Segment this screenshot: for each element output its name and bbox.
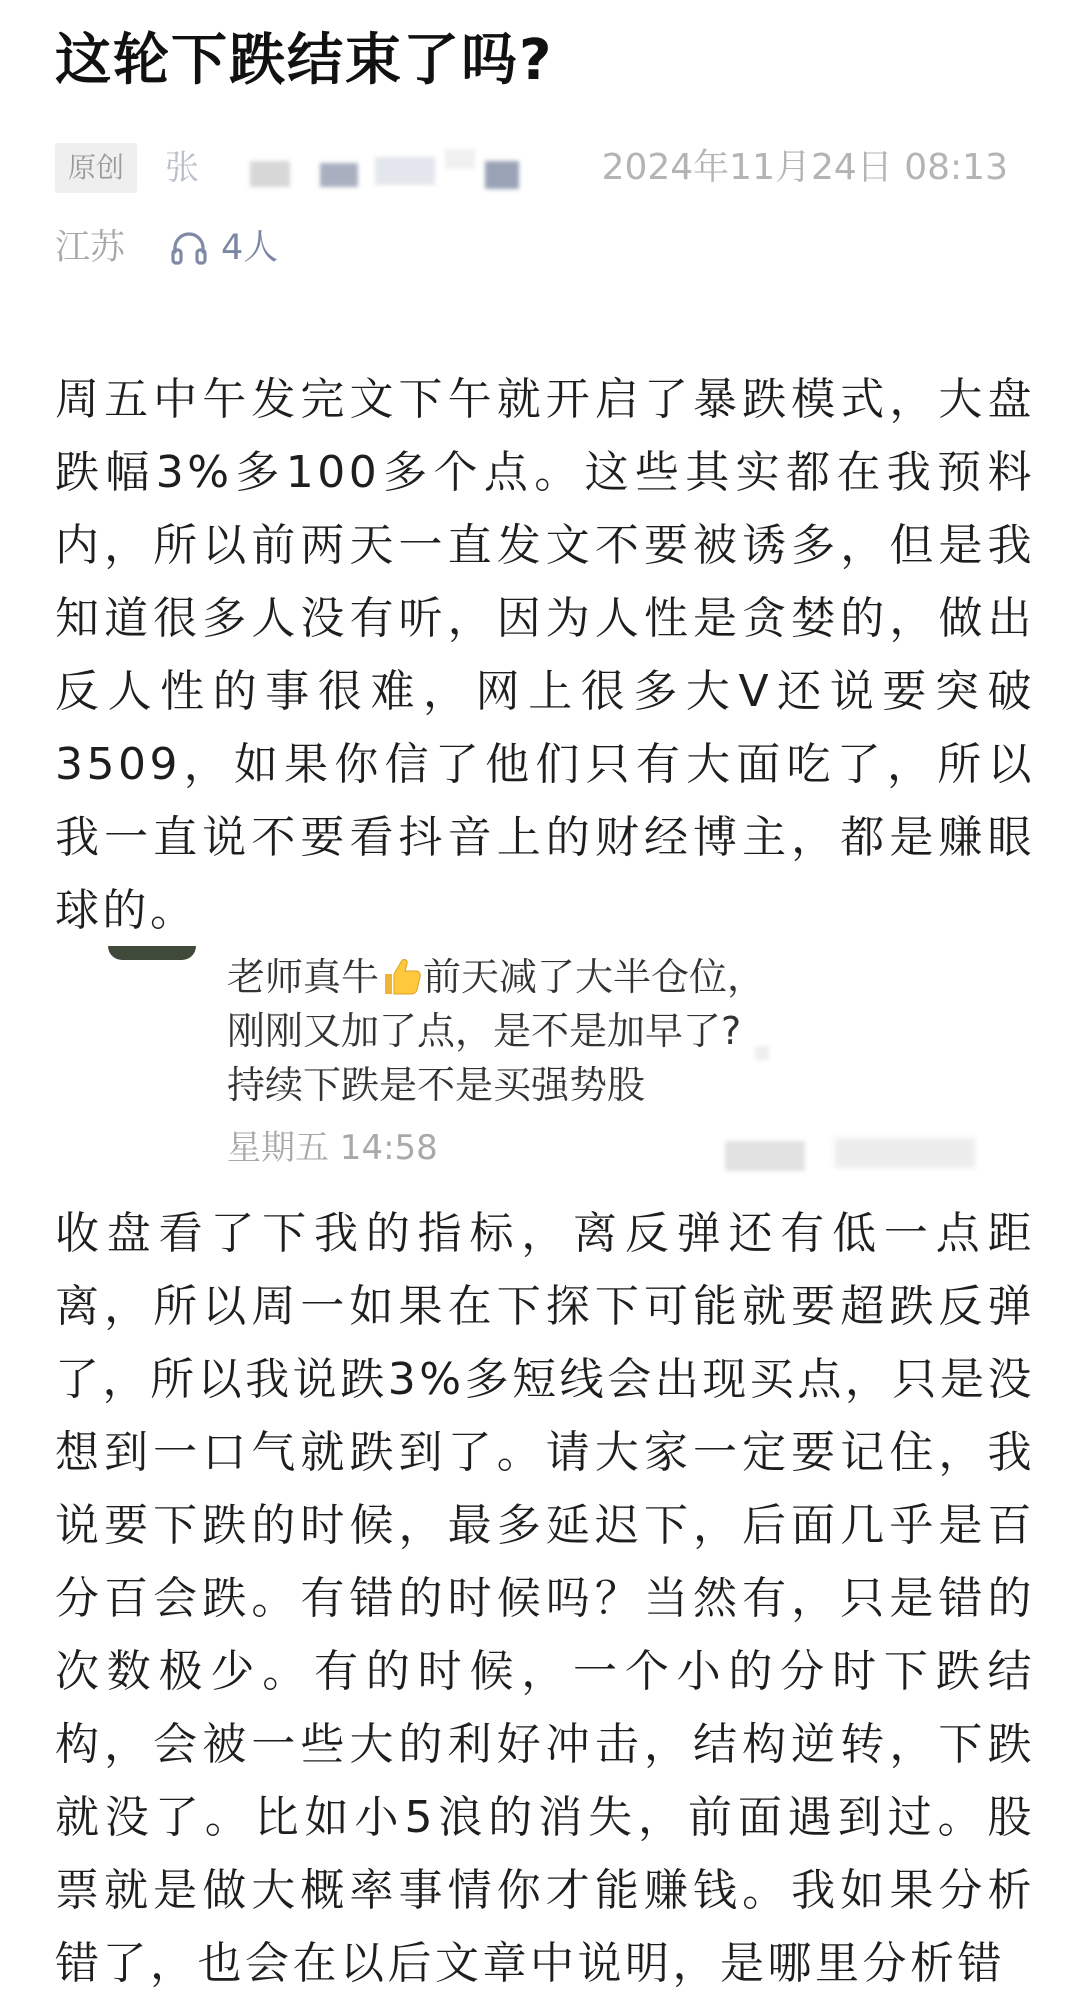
chat-message-line: 刚刚又加了点，是不是加早了?	[227, 1009, 742, 1053]
blur-mask	[835, 1138, 975, 1168]
original-tag: 原创	[55, 143, 137, 193]
blur-mask	[755, 1046, 769, 1060]
article-meta-row	[55, 143, 1030, 193]
chat-message	[227, 950, 847, 1112]
article-title: 这轮下跌结束了吗?	[55, 28, 554, 93]
blur-mask	[375, 157, 435, 185]
blur-mask	[445, 149, 475, 169]
chat-message-line	[227, 950, 847, 1004]
listen-count: 4人	[221, 228, 279, 268]
article-paragraph: 周五中午发完文下午就开启了暴跌模式，大盘跌幅3%多100多个点。这些其实都在我预料内，所以前两天一直发文不要被诱多，但是我知道很多人没有听，因为人性是贪婪的，做出反人性的事很难，网上很多大V还说要突破3509，如果你信了他们只有大面吃了，所以我一直说不要看抖音上的财经博主，都是赚眼球的。	[55, 374, 1035, 936]
article-paragraph: 收盘看了下我的指标，离反弹还有低一点距离，所以周一如果在下探下可能就要超跌反弹了，所以我说跌3%多短线会出现买点，只是没想到一口气就跌到了。请大家一定要记住，我说要下跌的时候，最多延迟下，后面几乎是百分百会跌。有错的时候吗？当然有，只是错的次数极少。有的时候，一个小的分时下跌结构，会被一些大的利好冲击，结构逆转，下跌就没了。比如小5浪的消失，前面遇到过。股票就是做大概率事情你才能赚钱。我如果分析错了，也会在以后文章中说明，是哪里分析错	[55, 1208, 1035, 1989]
chat-text: 老师真牛	[227, 955, 380, 999]
blur-mask	[320, 163, 358, 187]
blur-mask	[250, 161, 290, 187]
blur-mask	[485, 161, 519, 189]
embedded-chat-screenshot[interactable]	[55, 946, 995, 1181]
publish-date: 2024年11月24日 08:13	[601, 147, 1008, 188]
location: 江苏	[55, 228, 126, 268]
headphone-icon	[169, 228, 209, 268]
thumbs-up-icon	[379, 954, 423, 998]
avatar	[108, 946, 196, 960]
author-initial: 张	[165, 148, 199, 188]
chat-message-line: 持续下跌是不是买强势股	[227, 1063, 646, 1107]
listen-button[interactable]	[169, 222, 278, 274]
chat-text: 前天减了大半仓位，	[423, 955, 766, 999]
blur-mask	[725, 1141, 805, 1171]
chat-message-time: 星期五 14:58	[227, 1128, 438, 1168]
author-name-blurred[interactable]	[165, 143, 585, 193]
